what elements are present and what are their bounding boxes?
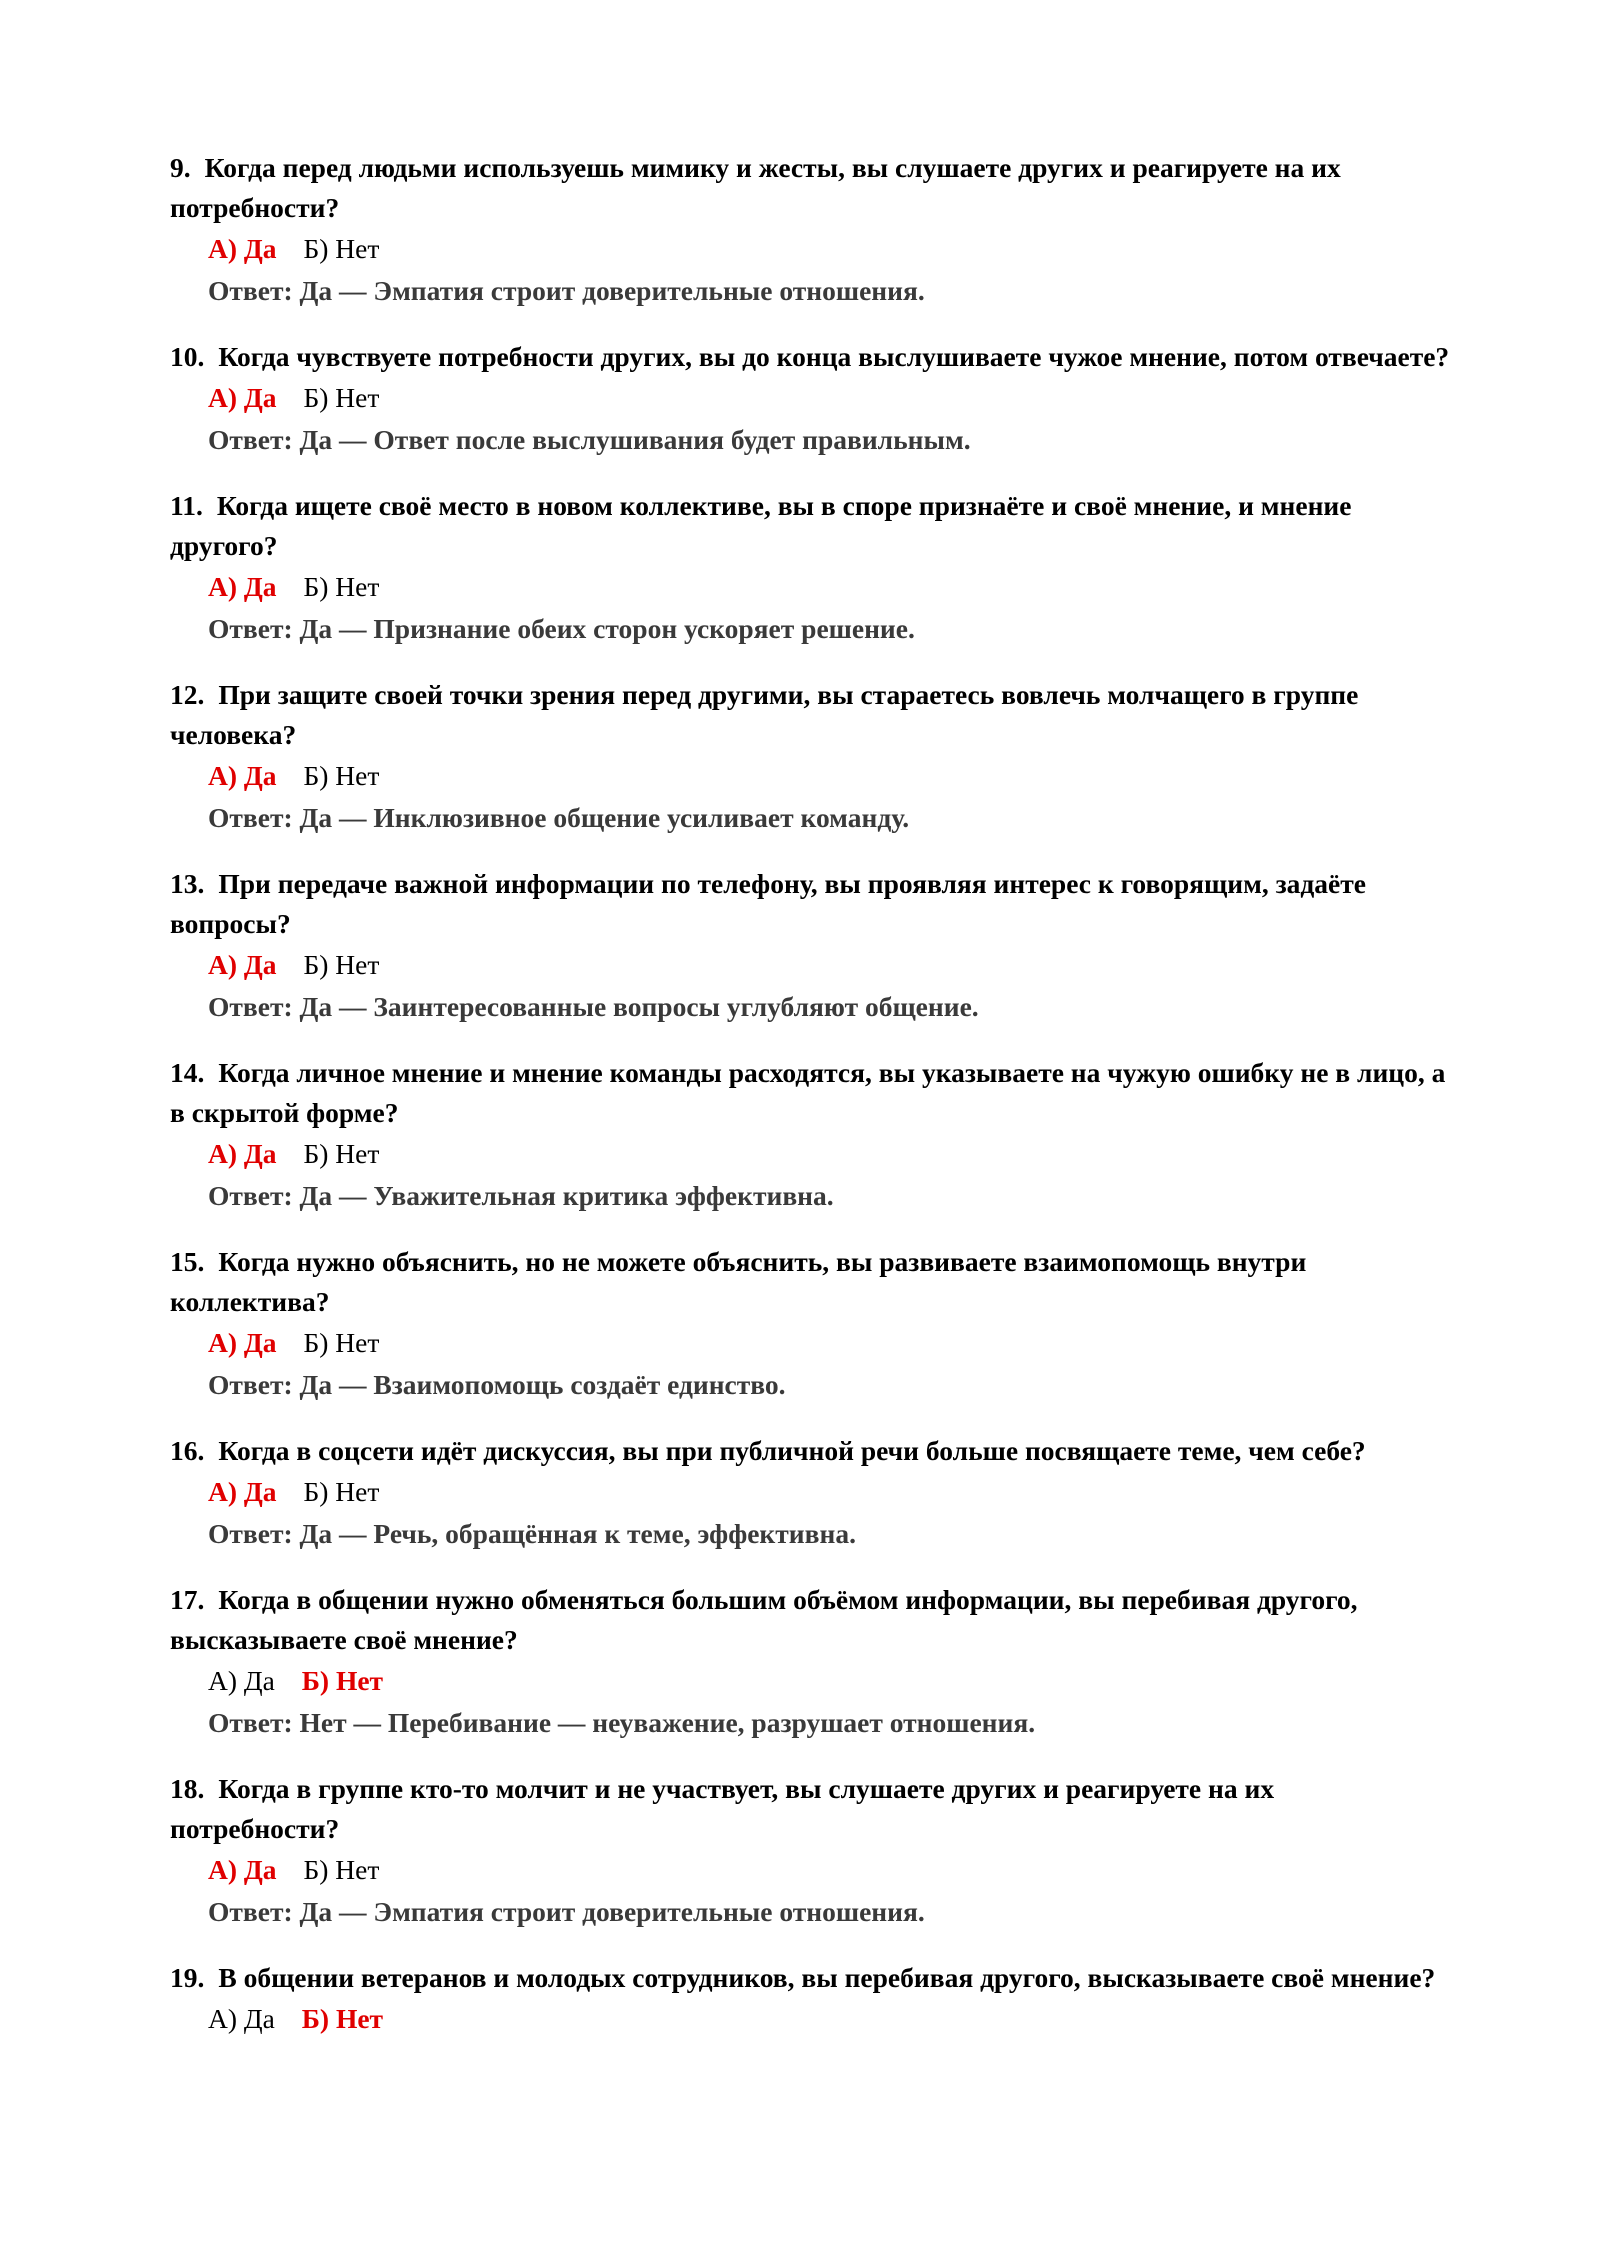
question-number: 10.: [170, 341, 205, 372]
question-block: [170, 337, 1450, 461]
option-b: Б) Нет: [303, 382, 380, 413]
answer-options: [170, 1660, 1450, 1702]
question-text: [170, 1242, 1450, 1322]
answer-options: [170, 944, 1450, 986]
question-block: [170, 1242, 1450, 1406]
question-number: 14.: [170, 1057, 205, 1088]
answer-options: [170, 377, 1450, 419]
answer-explanation: Ответ: Да — Ответ после выслушивания будет правильным.: [208, 424, 971, 455]
option-b: Б) Нет: [303, 233, 380, 264]
question-block: [170, 1958, 1450, 2040]
option-b: Б) Нет: [303, 1327, 380, 1358]
question-block: [170, 675, 1450, 839]
question-body: Когда чувствуете потребности других, вы до конца выслушиваете чужое мнение, потом отвечаете?: [218, 341, 1450, 372]
answer-options: [170, 1998, 1450, 2040]
question-text: [170, 1958, 1450, 1998]
question-block: [170, 1431, 1450, 1555]
answer-explanation: Ответ: Да — Уважительная критика эффективна.: [208, 1180, 834, 1211]
option-b: Б) Нет: [301, 1665, 384, 1696]
question-block: [170, 1769, 1450, 1933]
question-number: 18.: [170, 1773, 205, 1804]
question-number: 17.: [170, 1584, 205, 1615]
option-b: Б) Нет: [303, 1138, 380, 1169]
question-text: [170, 1431, 1450, 1471]
option-a: А) Да: [208, 571, 277, 602]
option-a: А) Да: [208, 1854, 277, 1885]
answer-options: [170, 566, 1450, 608]
option-b: Б) Нет: [303, 1854, 380, 1885]
question-body: Когда в группе кто-то молчит и не участвует, вы слушаете других и реагируете на их потребности?: [170, 1773, 1275, 1844]
answer-options: [170, 228, 1450, 270]
answer-explanation: Ответ: Да — Эмпатия строит доверительные отношения.: [208, 1896, 925, 1927]
answer-explanation: Ответ: Да — Эмпатия строит доверительные отношения.: [208, 275, 925, 306]
option-a: А) Да: [208, 1138, 277, 1169]
answer-options: [170, 1849, 1450, 1891]
question-number: 13.: [170, 868, 205, 899]
question-number: 11.: [170, 490, 203, 521]
option-a: А) Да: [208, 760, 277, 791]
answer-explanation: Ответ: Да — Заинтересованные вопросы углубляют общение.: [208, 991, 979, 1022]
answer-explanation: Ответ: Да — Признание обеих сторон ускоряет решение.: [208, 613, 915, 644]
question-text: [170, 148, 1450, 228]
question-text: [170, 675, 1450, 755]
question-block: [170, 1053, 1450, 1217]
question-number: 19.: [170, 1962, 205, 1993]
answer-explanation: Ответ: Да — Речь, обращённая к теме, эффективна.: [208, 1518, 856, 1549]
option-b: Б) Нет: [303, 1476, 380, 1507]
question-body: Когда в общении нужно обменяться большим объёмом информации, вы перебивая другого, высказываете своё мнение?: [170, 1584, 1358, 1655]
question-text: [170, 337, 1450, 377]
question-body: Когда в соцсети идёт дискуссия, вы при публичной речи больше посвящаете теме, чем себе?: [218, 1435, 1366, 1466]
question-number: 9.: [170, 152, 191, 183]
question-block: [170, 864, 1450, 1028]
answer-options: [170, 1322, 1450, 1364]
option-a: А) Да: [208, 949, 277, 980]
option-b: Б) Нет: [303, 571, 380, 602]
question-list: [170, 148, 1450, 2040]
option-b: Б) Нет: [303, 949, 380, 980]
question-text: [170, 864, 1450, 944]
option-a: А) Да: [208, 382, 277, 413]
question-number: 15.: [170, 1246, 205, 1277]
answer-options: [170, 1133, 1450, 1175]
question-body: Когда нужно объяснить, но не можете объяснить, вы развиваете взаимопомощь внутри коллектива?: [170, 1246, 1307, 1317]
question-body: Когда ищете своё место в новом коллективе, вы в споре признаёте и своё мнение, и мнение другого?: [170, 490, 1352, 561]
question-block: [170, 486, 1450, 650]
option-a: А) Да: [208, 2003, 275, 2034]
option-a: А) Да: [208, 1476, 277, 1507]
answer-explanation: Ответ: Да — Инклюзивное общение усиливает команду.: [208, 802, 910, 833]
answer-options: [170, 755, 1450, 797]
question-body: Когда личное мнение и мнение команды расходятся, вы указываете на чужую ошибку не в лицо, а в скрытой форме?: [170, 1057, 1446, 1128]
option-a: А) Да: [208, 1665, 275, 1696]
question-text: [170, 486, 1450, 566]
question-number: 16.: [170, 1435, 205, 1466]
option-a: А) Да: [208, 233, 277, 264]
question-body: При передаче важной информации по телефону, вы проявляя интерес к говорящим, задаёте вопросы?: [170, 868, 1366, 939]
answer-explanation: Ответ: Да — Взаимопомощь создаёт единство.: [208, 1369, 786, 1400]
question-block: [170, 148, 1450, 312]
question-body: Когда перед людьми используешь мимику и жесты, вы слушаете других и реагируете на их потребности?: [170, 152, 1341, 223]
answer-explanation: Ответ: Нет — Перебивание — неуважение, разрушает отношения.: [208, 1707, 1036, 1738]
answer-options: [170, 1471, 1450, 1513]
question-text: [170, 1580, 1450, 1660]
question-body: В общении ветеранов и молодых сотрудников, вы перебивая другого, высказываете своё мнение?: [218, 1962, 1436, 1993]
option-b: Б) Нет: [301, 2003, 384, 2034]
question-block: [170, 1580, 1450, 1744]
option-b: Б) Нет: [303, 760, 380, 791]
question-text: [170, 1769, 1450, 1849]
question-number: 12.: [170, 679, 205, 710]
question-body: При защите своей точки зрения перед другими, вы стараетесь вовлечь молчащего в группе человека?: [170, 679, 1359, 750]
option-a: А) Да: [208, 1327, 277, 1358]
question-text: [170, 1053, 1450, 1133]
